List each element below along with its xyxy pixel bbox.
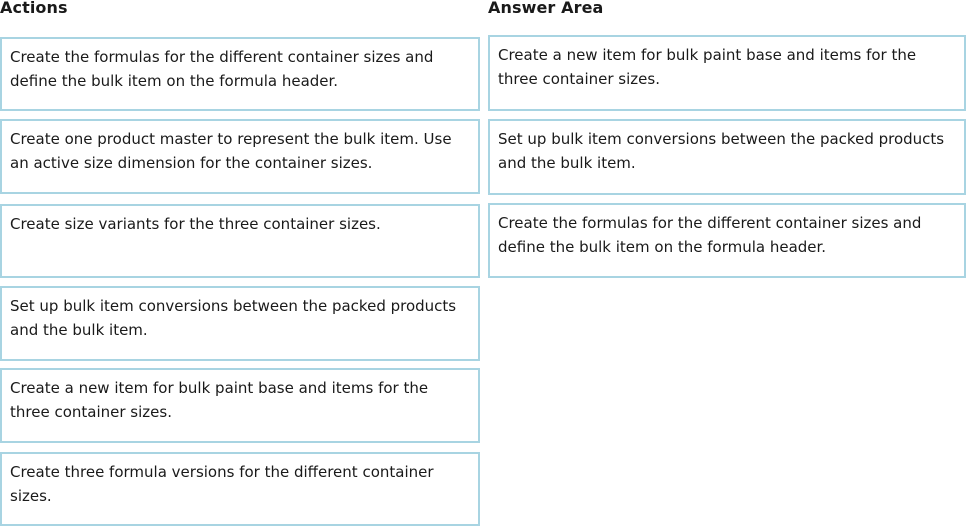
action-item-text: Create the formulas for the different container sizes and define the bulk item on the formula header. [10,48,434,90]
answer-slot[interactable] [488,35,966,111]
action-item-text: Create one product master to represent the bulk item. Use an active size dimension for the container sizes. [10,130,452,172]
action-item-text: Set up bulk item conversions between the packed products and the bulk item. [10,297,457,339]
actions-heading: Actions [0,0,68,17]
action-item[interactable] [0,37,480,111]
action-item-text: Create three formula versions for the different container sizes. [10,463,434,505]
action-item-text: Create size variants for the three container sizes. [10,215,381,233]
action-item[interactable] [0,368,480,443]
answer-slot[interactable] [488,119,966,195]
action-item[interactable] [0,286,480,361]
answer-slot-text: Create a new item for bulk paint base and items for the three container sizes. [498,46,917,88]
action-item-text: Create a new item for bulk paint base and items for the three container sizes. [10,379,429,421]
answer-slot[interactable] [488,203,966,278]
answer-slot-text: Set up bulk item conversions between the packed products and the bulk item. [498,130,945,172]
answer-slot-text: Create the formulas for the different container sizes and define the bulk item on the formula header. [498,214,922,256]
answer-area-heading: Answer Area [488,0,604,17]
action-item[interactable] [0,119,480,194]
action-item[interactable] [0,452,480,526]
action-item[interactable] [0,204,480,278]
